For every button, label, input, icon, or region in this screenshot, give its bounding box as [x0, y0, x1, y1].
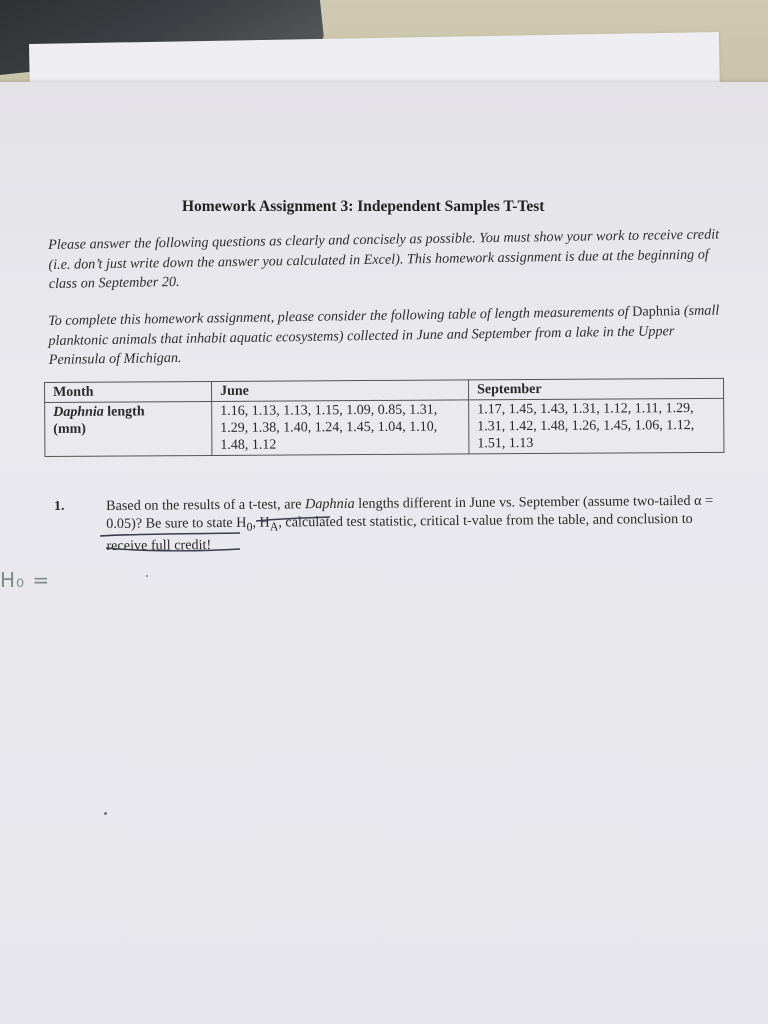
paper-speck — [104, 812, 107, 815]
instructions-paragraph: Please answer the following questions as clearly and concisely as possible. You must show your work to receive credit (i.e. don’t just write down the answer you calculated in Excel). This homework assignment is due at the beginning of class on September 20. — [48, 226, 720, 292]
header-september: September — [468, 378, 723, 400]
table-row — [45, 398, 724, 456]
row-label-cell — [45, 401, 212, 456]
question-part3: , H — [252, 514, 270, 531]
header-month: Month — [45, 381, 212, 402]
context-paragraph — [48, 301, 729, 370]
row-label-daphnia: Daphnia — [53, 404, 104, 420]
context-text-2: (small planktonic animals that inhabit aquatic ecosystems) collected in June and September from a lake in the Upper Peninsula of Michigan. — [48, 302, 720, 368]
h0-subscript: 0 — [246, 519, 253, 534]
row-label-unit: (mm) — [53, 421, 86, 437]
question-daphnia: Daphnia — [304, 495, 355, 513]
context-text-1: To complete this homework assignment, please consider the following table of length measurements of — [48, 303, 633, 329]
question-text — [106, 492, 726, 555]
paper-speck — [146, 575, 148, 577]
question-part4: , calculated test statistic, critical t-value from the table, and conclusion to receive full credit! — [106, 510, 693, 554]
question-part2: lengths different in June vs. September (assume two-tailed α = 0.05)? Be sure to state H — [106, 492, 714, 532]
june-values-cell: 1.16, 1.13, 1.13, 1.15, 1.09, 0.85, 1.31, 1.29, 1.38, 1.40, 1.24, 1.45, 1.04, 1.10, 1.48, 1.12 — [212, 400, 469, 456]
handwritten-note: H₀ = — [0, 568, 51, 592]
context-daphnia: Daphnia — [632, 303, 681, 320]
header-june: June — [211, 380, 468, 402]
question-part1: Based on the results of a t-test, are — [106, 496, 306, 514]
september-values-cell: 1.17, 1.45, 1.43, 1.31, 1.12, 1.11, 1.29, 1.31, 1.42, 1.48, 1.26, 1.45, 1.06, 1.12, 1.51, 1.13 — [469, 398, 724, 454]
question-number: 1. — [54, 499, 65, 514]
document-title: Homework Assignment 3: Independent Samples T-Test — [182, 198, 545, 215]
row-label-length: length — [103, 404, 145, 420]
ha-subscript: A — [269, 519, 279, 534]
measurements-table — [44, 378, 724, 457]
